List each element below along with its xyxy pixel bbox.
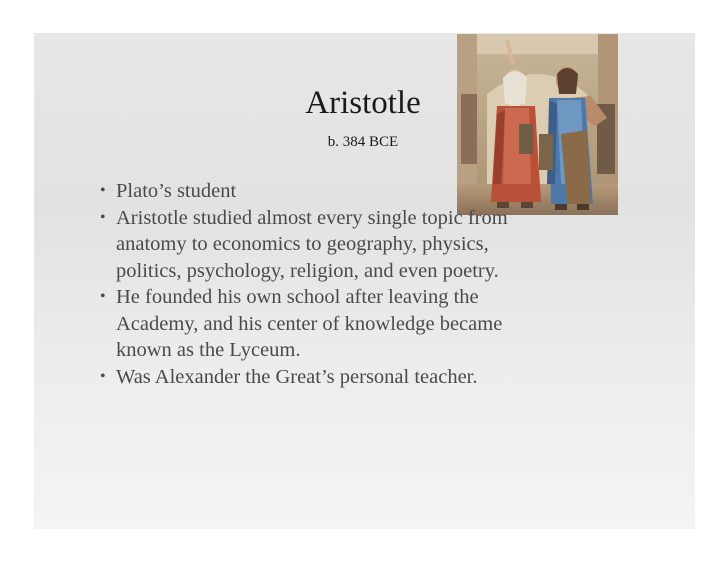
bullet-text: Aristotle studied almost every single topic from anatomy to economics to geography, physics, politics, psychology, religion, and even poetry.	[116, 206, 508, 282]
bullet-marker: •	[100, 208, 106, 226]
bullet-item	[50, 178, 670, 205]
slide	[34, 33, 695, 529]
slide-subtitle: b. 384 BCE	[327, 134, 399, 150]
bullet-marker: •	[100, 182, 106, 199]
bullet-list	[50, 178, 670, 390]
bullet-text: Was Alexander the Great’s personal teacher.	[116, 365, 478, 388]
bullet-item	[50, 205, 670, 285]
bullet-marker: •	[100, 367, 106, 385]
bullet-item	[50, 284, 670, 364]
bullet-text: Plato’s student	[116, 180, 237, 202]
bullet-item	[50, 364, 670, 391]
bullet-marker: •	[100, 288, 106, 305]
bullet-text: He founded his own school after leaving the Academy, and his center of knowledge became known as the Lyceum.	[116, 286, 503, 361]
slide-title: Aristotle	[305, 85, 421, 121]
